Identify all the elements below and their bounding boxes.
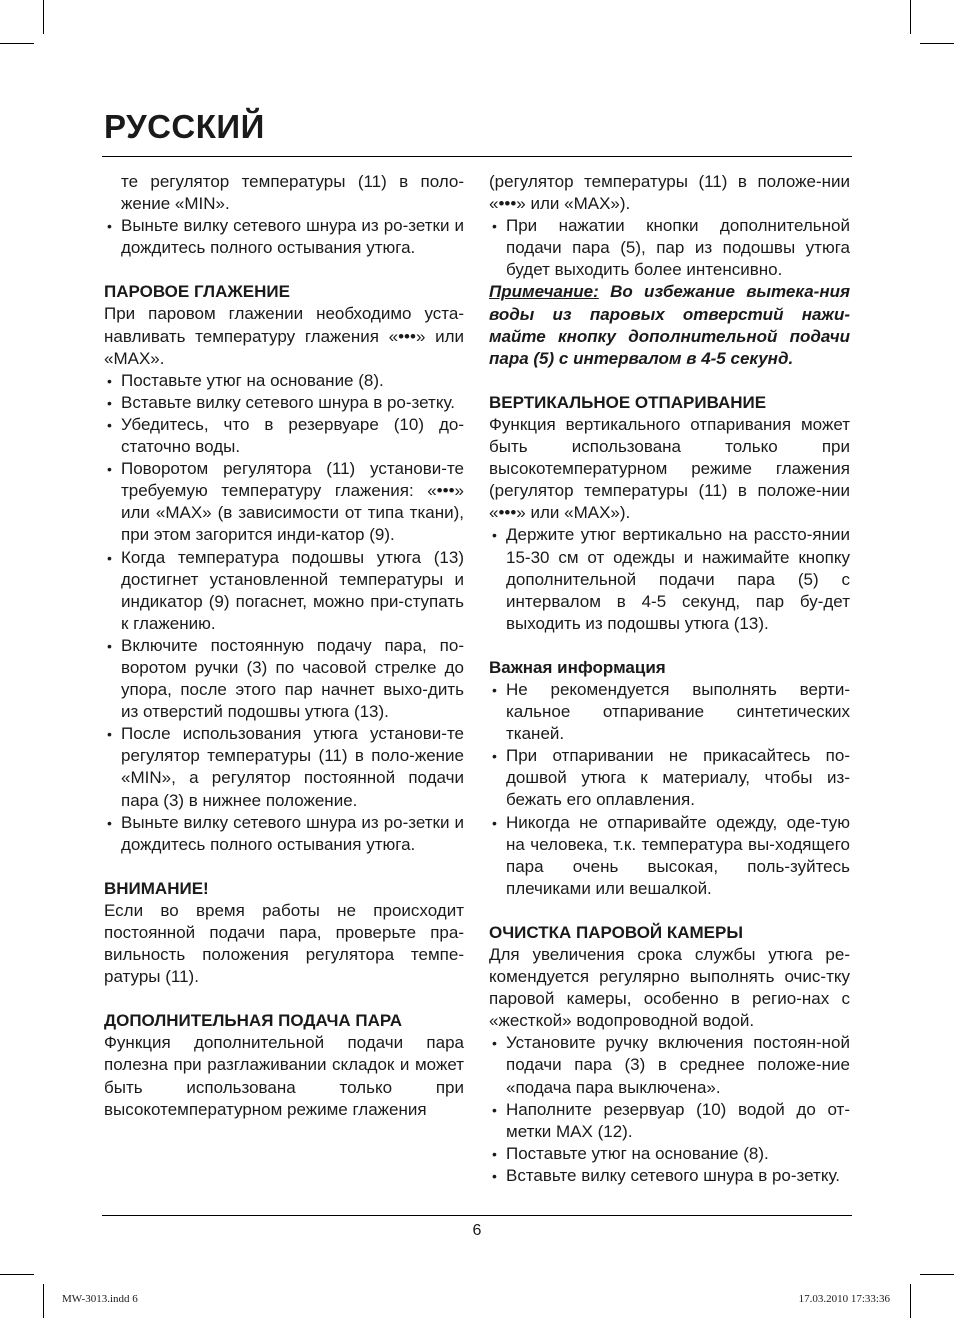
page-title: РУССКИЙ (104, 108, 265, 145)
crop-mark (43, 1284, 44, 1318)
crop-mark (0, 43, 34, 44)
header-rule (102, 156, 852, 157)
vertical-text: Функция вертикального отпаривания может быть использована только при высокотемпературном режиме глажения (регулятор температуры (11) в положе-нии «•••» или «MAX»). (489, 414, 850, 523)
crop-mark (0, 1274, 34, 1275)
list-item: • При отпаривании не прикасайтесь по-дошвой утюга к материалу, чтобы из-бежать его оплавления. (489, 745, 850, 811)
list-item: • Поворотом регулятора (11) установи-те требуемую температуру глажения: «•••» или «MAX» (в зависимости от типа ткани), при этом загорится инди-катор (9). (104, 458, 464, 546)
list-item: • Поставьте утюг на основание (8). (489, 1143, 850, 1165)
crop-mark (910, 1284, 911, 1318)
crop-mark (920, 43, 954, 44)
section-title-boost: ДОПОЛНИТЕЛЬНАЯ ПОДАЧА ПАРА (104, 1011, 403, 1031)
list-item: • Никогда не отпаривайте одежду, оде-тую на человека, т.к. температура вы-ходящего пара очень высокая, поль-зуйтесь плечиками или вешалкой. (489, 812, 850, 900)
note (489, 281, 850, 369)
section-title-vertical: ВЕРТИКАЛЬНОЕ ОТПАРИВАНИЕ (489, 392, 767, 412)
important-list (489, 679, 850, 900)
list-item: • Когда температура подошвы утюга (13) достигнет установленной температуры и индикатор (9) погаснет, можно при-ступать к глажению. (104, 547, 464, 635)
left-column (104, 171, 464, 1121)
continued-list (489, 215, 850, 281)
list-item: • Вставьте вилку сетевого шнура в ро-зетку. (489, 1165, 850, 1187)
steam-intro: При паровом глажении необходимо уста-навливать температуру глажения «•••» или «MAX». (104, 304, 464, 368)
continued-list (104, 215, 464, 259)
vertical-list (489, 524, 850, 634)
list-item: • Выньте вилку сетевого шнура из ро-зетки и дождитесь полного остывания утюга. (104, 812, 464, 856)
right-column (489, 171, 850, 1187)
continued-text: (регулятор температуры (11) в положе-нии «•••» или «MAX»). (489, 172, 850, 214)
section-title-attention: ВНИМАНИЕ! (104, 878, 209, 898)
section-title-important: Важная информация (489, 657, 666, 677)
continued-text: те регулятор температуры (11) в поло-жение «MIN». (121, 172, 464, 214)
crop-mark (910, 0, 911, 34)
cleaning-list (489, 1032, 850, 1187)
list-item: • Вставьте вилку сетевого шнура в ро-зетку. (104, 392, 464, 414)
steam-list (104, 370, 464, 856)
list-item: • Держите утюг вертикально на рассто-янии 15-30 см от одежды и нажимайте кнопку дополнительной подачи пара (5) с интервалом в 4-5 секунд, пар бу-дет выходить из подошвы утюга (13). (489, 524, 850, 634)
note-text: Во избежание вытека-ния воды из паровых отверстий нажи-майте кнопку дополнительной подачи пара (5) с интервалом в 4-5 секунд. (489, 282, 850, 368)
note-label: Примечание: (489, 282, 599, 302)
list-item: • Включите постоянную подачу пара, по-воротом ручки (3) по часовой стрелке до упора, после этого пар начнет выхо-дить из отверстий подошвы утюга (13). (104, 635, 464, 723)
crop-mark (920, 1274, 954, 1275)
boost-text: Функция дополнительной подачи пара полезна при разглаживании складок и может быть использована только при высокотемпературном режиме глажения (104, 1033, 464, 1119)
section-title-cleaning: ОЧИСТКА ПАРОВОЙ КАМЕРЫ (489, 922, 743, 942)
list-item: • При нажатии кнопки дополнительной подачи пара (5), пар из подошвы утюга будет выходить более интенсивно. (489, 215, 850, 281)
page-number: 6 (472, 1222, 482, 1239)
list-item: • Установите ручку включения постоян-ной подачи пара (3) в среднее положе-ние «подача пара выключена». (489, 1032, 850, 1098)
list-item: • После использования утюга установи-те регулятор температуры (11) в поло-жение «MIN», а регулятор постоянной подачи пара (3) в нижнее положение. (104, 723, 464, 811)
list-item: • Наполните резервуар (10) водой до от-метки MAX (12). (489, 1099, 850, 1143)
slug-timestamp: 17.03.2010 17:33:36 (798, 1293, 890, 1305)
list-item: • Не рекомендуется выполнять верти-кальное отпаривание синтетических тканей. (489, 679, 850, 745)
section-title-steam: ПАРОВОЕ ГЛАЖЕНИЕ (104, 282, 290, 302)
footer-rule (102, 1215, 852, 1216)
list-item: • Поставьте утюг на основание (8). (104, 370, 464, 392)
list-item: • Выньте вилку сетевого шнура из ро-зетки и дождитесь полного остывания утюга. (104, 215, 464, 259)
crop-mark (43, 0, 44, 34)
slug-filename: MW-3013.indd 6 (62, 1293, 138, 1305)
attention-text: Если во время работы не происходит постоянной подачи пара, проверьте пра-вильность положения регулятора темпе-ратуры (11). (104, 900, 464, 987)
list-item: • Убедитесь, что в резервуаре (10) до-статочно воды. (104, 414, 464, 458)
cleaning-text: Для увеличения срока службы утюга ре-комендуется регулярно выполнять очис-тку паровой камеры, особенно в регио-нах с «жесткой» водопроводной водой. (489, 945, 850, 1031)
